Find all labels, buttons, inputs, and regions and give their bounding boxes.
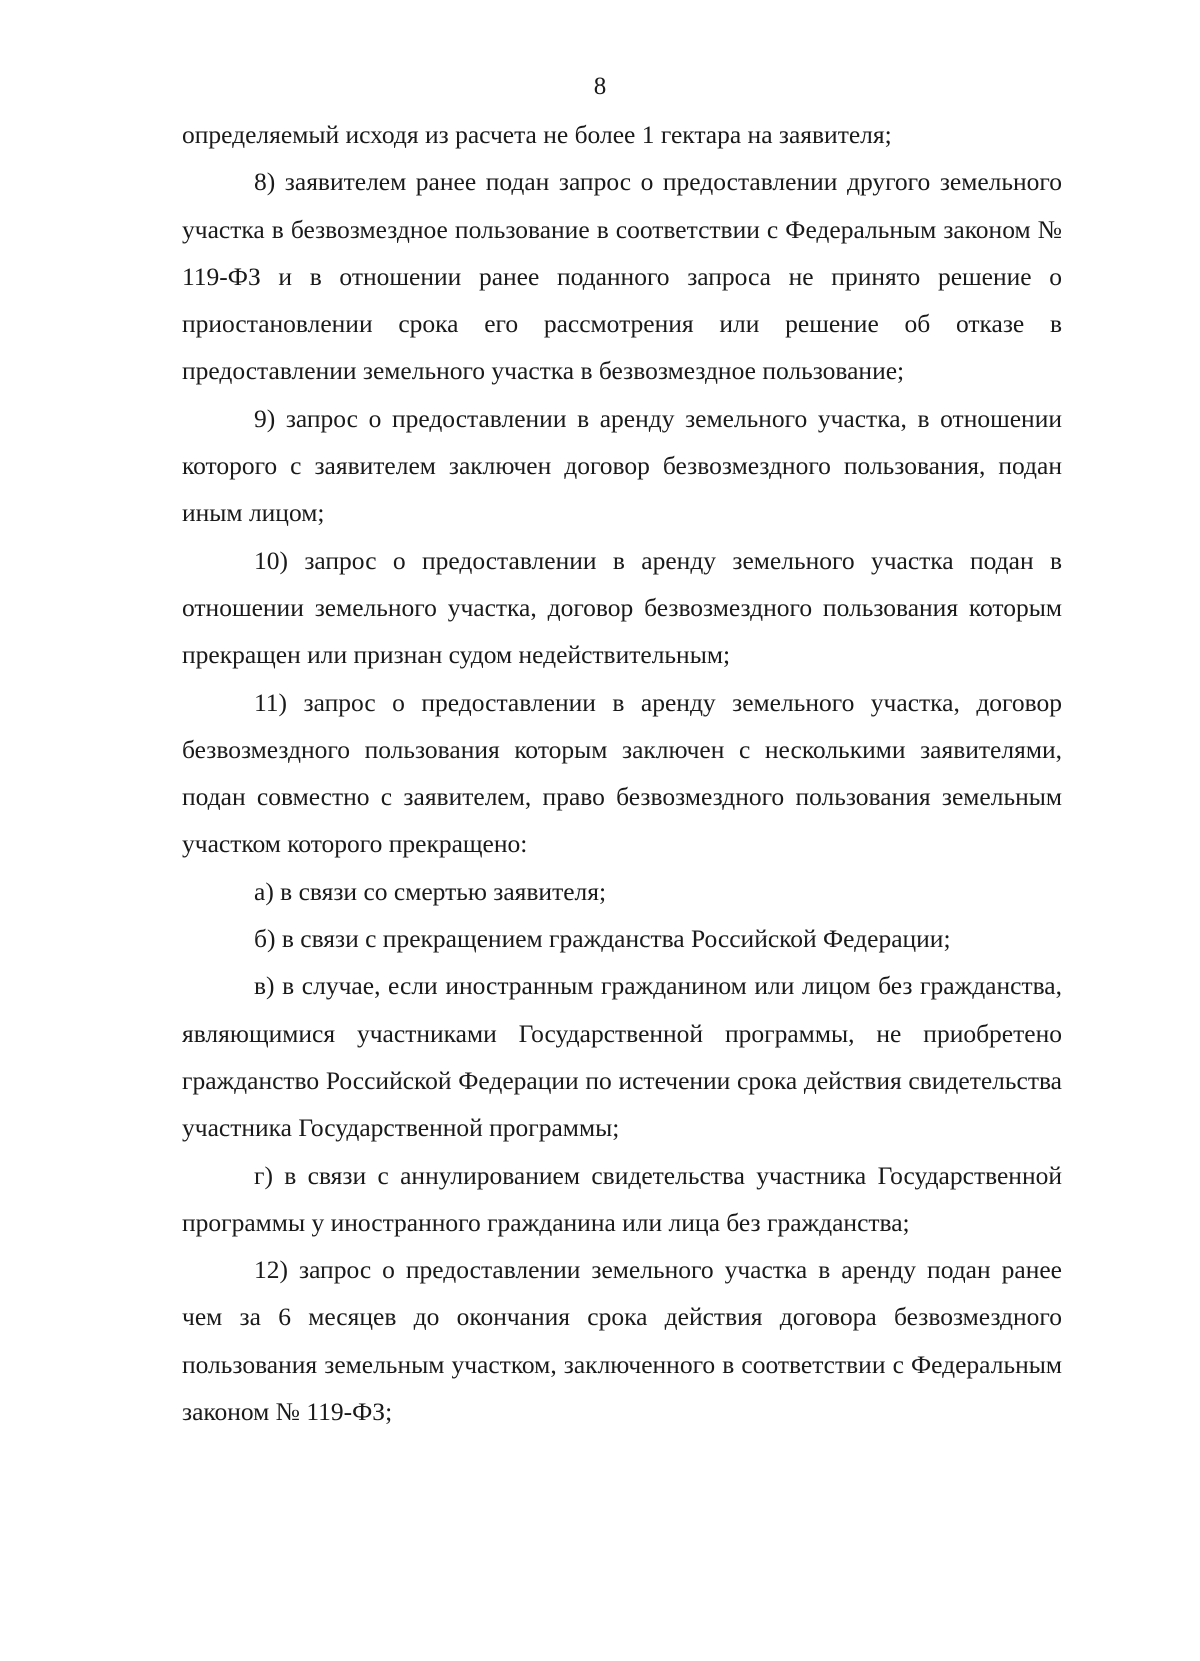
paragraph-item-12: 12) запрос о предоставлении земельного участка в аренду подан ранее чем за 6 месяцев до окончания срока действия договора безвозмездного пользования земельным участком, заключенного в соответствии с Федеральным законом № 119-ФЗ;: [182, 1255, 1062, 1427]
paragraph-item-8: 8) заявителем ранее подан запрос о предоставлении другого земельного участка в безвозмездное пользование в соответствии с Федеральным законом № 119-ФЗ и в отношении ранее поданного запроса не принято решение о приостановлении срока его рассмотрения или решение об отказе в предоставлении земельного участка в безвозмездное пользование;: [182, 167, 1062, 386]
paragraph-continuation: определяемый исходя из расчета не более 1 гектара на заявителя;: [182, 120, 892, 149]
paragraph-item-9: 9) запрос о предоставлении в аренду земельного участка, в отношении которого с заявителем заключен договор безвозмездного пользования, подан иным лицом;: [182, 403, 1062, 528]
subparagraph-v: в) в случае, если иностранным гражданином или лицом без гражданства, являющимися участниками Государственной программы, не приобретено гражданство Российской Федерации по истечении срока действия свидетельства участника Государственной программы;: [182, 971, 1062, 1143]
page-number: 8: [593, 73, 607, 100]
subparagraph-g: г) в связи с аннулированием свидетельства участника Государственной программы у иностранного гражданина или лица без гражданства;: [182, 1160, 1062, 1237]
document-body: [182, 111, 1062, 1435]
subparagraph-a: а) в связи со смертью заявителя;: [254, 876, 607, 906]
paragraph-item-11: 11) запрос о предоставлении в аренду земельного участка, договор безвозмездного пользования которым заключен с несколькими заявителями, подан совместно с заявителем, право безвозмездного пользования земельным участком которого прекращено:: [182, 687, 1062, 859]
subparagraph-b: б) в связи с прекращением гражданства Российской Федерации;: [254, 924, 951, 954]
paragraph-item-10: 10) запрос о предоставлении в аренду земельного участка подан в отношении земельного участка, договор безвозмездного пользования которым прекращен или признан судом недействительным;: [182, 545, 1062, 670]
